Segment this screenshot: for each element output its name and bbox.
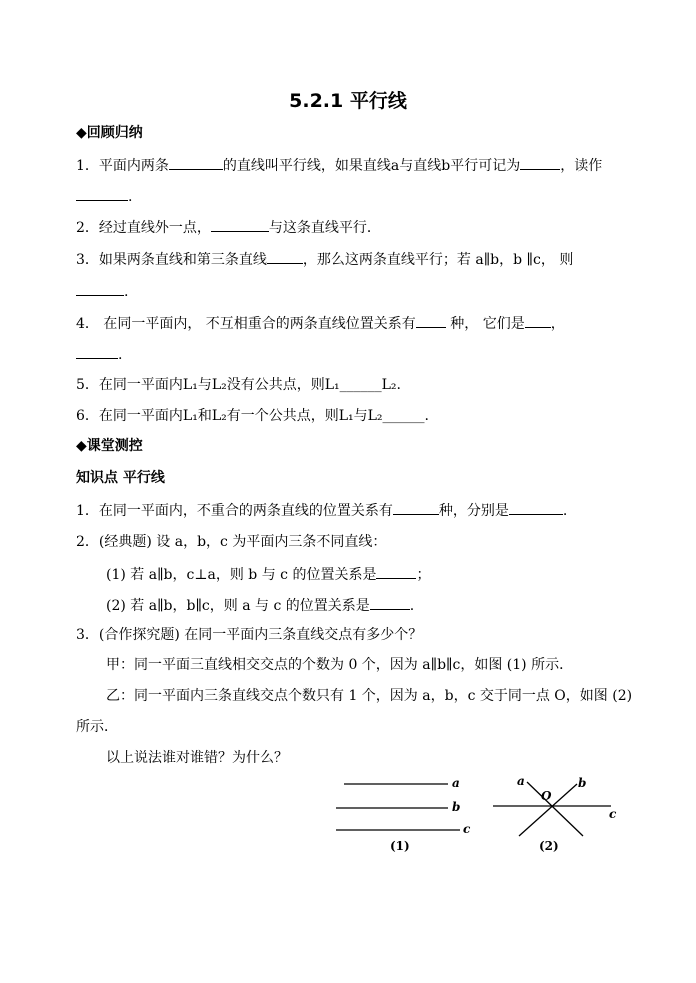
c2-1-text: (1) 若 a∥b，c⊥a，则 b 与 c 的位置关系是 xyxy=(106,567,377,583)
question-4 xyxy=(76,313,565,334)
classroom-question-2: 2．(经典题) 设 a，b，c 为平面内三条不同直线： xyxy=(76,534,387,550)
c2-2-blank xyxy=(370,595,410,610)
c2-1-blank xyxy=(376,564,416,579)
q3-text-a: 3．如果两条直线和第三条直线 xyxy=(76,252,267,268)
line-a xyxy=(527,782,583,836)
classroom-question-2-part-2 xyxy=(106,595,414,616)
c1-blank-1 xyxy=(393,500,439,515)
label-c: c xyxy=(609,807,617,821)
answer-yi: 乙：同一平面内三条直线交点个数只有 1 个，因为 a，b，c 交于同一点 O，如图 (2) xyxy=(106,688,633,704)
q4-text-c: ， xyxy=(550,316,565,332)
page-title: 5.2.1 平行线 xyxy=(289,90,407,112)
label-o: O xyxy=(541,789,552,803)
q1-text-c: ，读作 xyxy=(560,158,603,174)
question-2 xyxy=(76,217,381,238)
q3-blank-1 xyxy=(267,249,303,264)
label-b: b xyxy=(578,776,587,790)
label-c: c xyxy=(463,822,471,836)
figure-parallel-lines xyxy=(330,772,480,854)
classroom-question-2-part-1 xyxy=(106,564,430,585)
question-4-cont xyxy=(76,344,122,365)
figure-1-caption: (1) xyxy=(390,839,410,853)
c2-2-text: (2) 若 a∥b，b∥c，则 a 与 c 的位置关系是 xyxy=(106,598,370,614)
c1-text-b: 种，分别是 xyxy=(438,503,509,519)
q3-text-c: . xyxy=(124,284,129,300)
q4-blank-2 xyxy=(525,313,551,328)
q3-blank-2 xyxy=(76,281,124,296)
topic-heading: 知识点 平行线 xyxy=(76,470,165,486)
q4-blank-3 xyxy=(76,344,118,359)
classroom-question-1 xyxy=(76,500,567,521)
section-classroom: ◆课堂测控 xyxy=(76,438,143,454)
c1-blank-2 xyxy=(509,500,563,515)
q1-text-a: 1．平面内两条 xyxy=(76,158,169,174)
answer-yi-cont: 所示． xyxy=(76,719,118,735)
q4-text-d: . xyxy=(118,347,123,363)
question-1-cont xyxy=(76,186,132,207)
c1-text-c: . xyxy=(562,503,568,519)
q3-text-b: ，那么这两条直线平行；若 a∥b，b ∥c， 则 xyxy=(302,252,574,268)
question-3-cont xyxy=(76,281,128,302)
figure-2-caption: (2) xyxy=(539,839,559,853)
question-prompt: 以上说法谁对谁错？为什么？ xyxy=(106,750,288,766)
q2-text-a: 2．经过直线外一点， xyxy=(76,220,211,236)
q1-text-d: . xyxy=(128,189,133,205)
c2-1-end: ； xyxy=(416,567,431,583)
label-b: b xyxy=(452,800,461,814)
q4-blank-1 xyxy=(416,313,446,328)
c1-text-a: 1．在同一平面内，不重合的两条直线的位置关系有 xyxy=(76,503,393,519)
section-review: ◆回顾归纳 xyxy=(76,125,143,141)
answer-jia: 甲：同一平面三直线相交交点的个数为 0 个，因为 a∥b∥c，如图 (1) 所示． xyxy=(106,657,574,673)
q4-text-b: 种， 它们是 xyxy=(445,316,525,332)
label-a: a xyxy=(517,774,525,788)
label-a: a xyxy=(452,776,460,790)
question-5: 5．在同一平面内L₁与L₂没有公共点，则L₁______L₂. xyxy=(76,377,401,393)
q2-blank xyxy=(211,217,269,232)
question-6: 6．在同一平面内L₁和L₂有一个公共点，则L₁与L₂______. xyxy=(76,408,429,424)
q1-blank-1 xyxy=(169,155,223,170)
c2-2-end: . xyxy=(409,598,415,614)
question-3 xyxy=(76,249,573,270)
question-1 xyxy=(76,155,602,176)
classroom-question-3: 3．(合作探究题) 在同一平面内三条直线交点有多少个？ xyxy=(76,627,423,643)
q1-text-b: 的直线叫平行线，如果直线a与直线b平行可记为 xyxy=(222,158,521,174)
q4-text-a: 4． 在同一平面内， 不互相重合的两条直线位置关系有 xyxy=(76,316,416,332)
q2-text-b: 与这条直线平行． xyxy=(268,220,381,236)
figure-concurrent-lines xyxy=(485,772,625,854)
q1-blank-2 xyxy=(520,155,560,170)
q1-blank-3 xyxy=(76,186,128,201)
